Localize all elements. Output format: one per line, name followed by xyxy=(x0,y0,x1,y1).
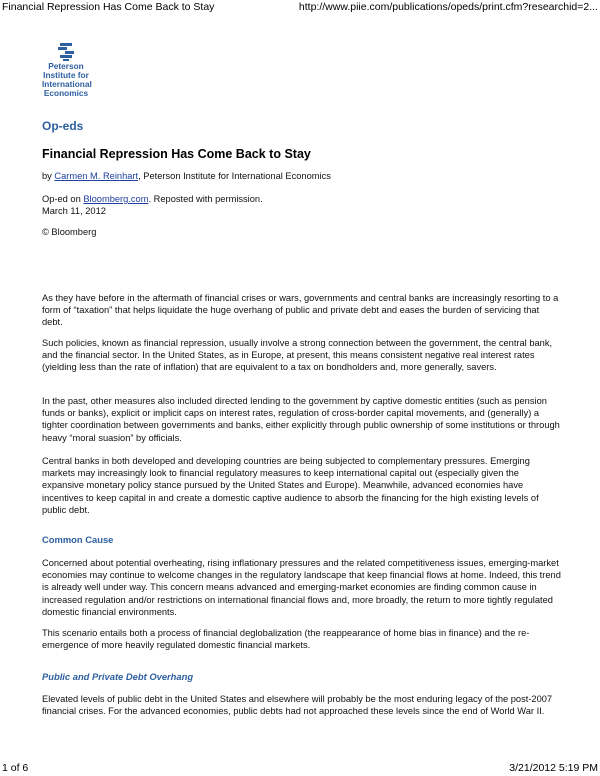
paragraph: Such policies, known as financial repression, usually involve a strong connection between the government, the central bank, and the financial sector. In the United States, as in Europe, at present, this means consistent negative real interest rates (yielding less than the rate of inflation) that are equivalent to a tax on bondholders and, more generally, savers. xyxy=(42,338,553,373)
author-link[interactable]: Carmen M. Reinhart xyxy=(54,171,139,181)
section-title: Op-eds xyxy=(42,119,84,133)
copyright: © Bloomberg xyxy=(42,227,97,237)
logo-line: Economics xyxy=(43,88,89,98)
print-header xyxy=(0,0,600,14)
print-timestamp: 3/21/2012 5:19 PM xyxy=(509,762,598,774)
affiliation: , Peterson Institute for International Economics xyxy=(138,171,331,181)
header-title: Financial Repression Has Come Back to Stay xyxy=(2,1,215,13)
article-date: March 11, 2012 xyxy=(42,206,106,216)
article-title: Financial Repression Has Come Back to Stay xyxy=(42,147,311,161)
logo-line: Institute for xyxy=(43,70,89,80)
header-url: http://www.piie.com/publications/opeds/print.cfm?researchid=2... xyxy=(298,1,598,13)
byline xyxy=(42,170,331,182)
paragraph: In the past, other measures also included directed lending to the government by captive domestic entities (such as pension funds or banks), explicit or implicit caps on interest rates, regulation of cross-border capital movements, and (generally) a tighter coordination between governments and banks, either explicitly through public ownership of some institutions or through heavy “moral suasion” by officials. xyxy=(42,396,560,443)
page-number: 1 of 6 xyxy=(2,762,29,774)
logo-mark-icon xyxy=(56,42,76,62)
piie-logo[interactable] xyxy=(42,42,90,106)
oped-suffix: . Reposted with permission. xyxy=(148,194,263,204)
oped-prefix: Op-ed on xyxy=(42,194,84,204)
paragraph: Elevated levels of public debt in the United States and elsewhere will probably be the most enduring legacy of the post-2007 financial crises. For the advanced economies, public debts had not approached these levels since the end of World War II. xyxy=(42,694,553,717)
paragraph: Concerned about potential overheating, rising inflationary pressures and the related competitiveness issues, emerging-market economies may continue to welcome changes in the regulatory landscape that keep financial flows at home. Indeed, this trend is already well under way. This concern means advanced and emerging-market economies are finding common cause in increased regulation and/or restrictions on international financial flows and, more broadly, the return to more tightly regulated domestic financial environments. xyxy=(42,558,561,617)
by-prefix: by xyxy=(42,171,55,181)
heading-debt-overhang: Public and Private Debt Overhang xyxy=(42,671,194,682)
paragraph: Central banks in both developed and developing countries are being subjected to complementary pressures. Emerging markets may increasingly look to financial regulatory measures to keep international capital out (especially given the expansive monetary policy stance pursued by the United States and Europe). Meanwhile, advanced economies have incentives to keep capital in and create a domestic captive audience to absorb the financing for the high existing levels of public debt. xyxy=(42,456,539,515)
paragraph: This scenario entails both a process of financial deglobalization (the reappearance of home bias in finance) and the re-emergence of more heavily regulated domestic financial markets. xyxy=(42,628,530,651)
bloomberg-link[interactable]: Bloomberg.com xyxy=(83,194,149,204)
logo-line: Peterson xyxy=(48,61,84,71)
logo-text xyxy=(42,62,90,98)
heading-common-cause: Common Cause xyxy=(42,534,114,545)
paragraph: As they have before in the aftermath of financial crises or wars, governments and central banks are increasingly resorting to a form of “taxation” that helps liquidate the huge overhang of public and private debt and eases the burden of servicing that debt. xyxy=(42,293,559,328)
logo-line: International xyxy=(42,79,92,89)
oped-source xyxy=(42,193,263,205)
